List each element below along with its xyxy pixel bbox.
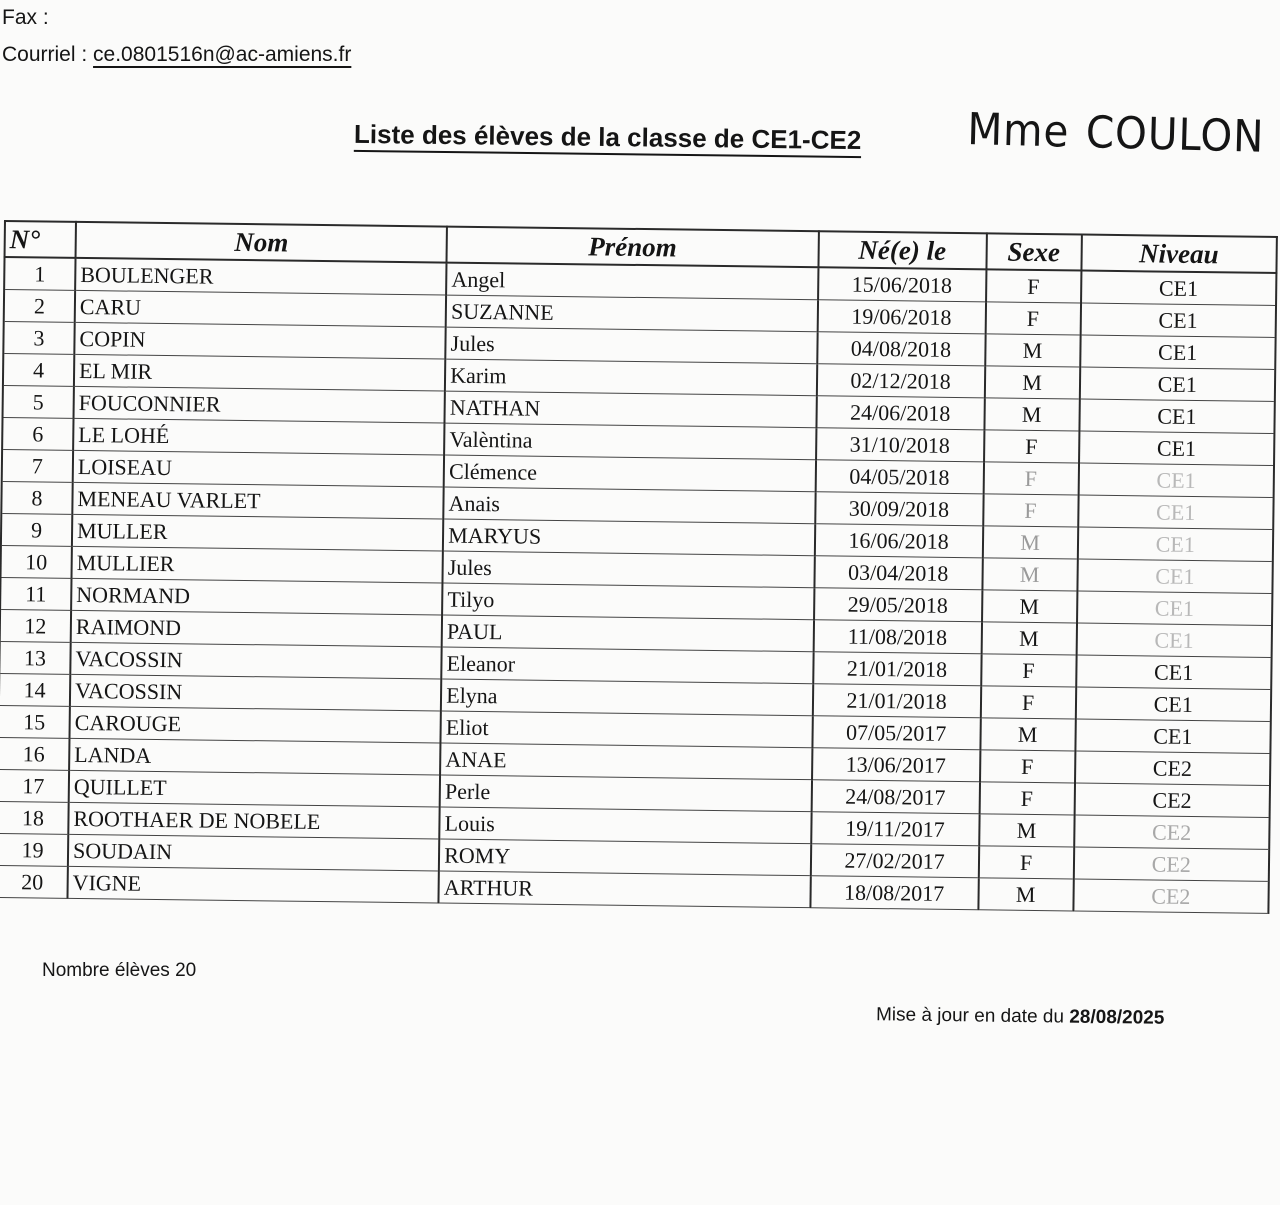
cell-prenom: NATHAN	[445, 391, 817, 428]
cell-num: 19	[0, 833, 68, 866]
cell-date: 21/01/2018	[813, 652, 981, 686]
cell-nom: MULLIER	[71, 546, 443, 583]
cell-niveau: CE1	[1075, 719, 1271, 753]
student-table	[0, 220, 1278, 914]
cell-num: 4	[3, 354, 74, 387]
cell-sexe: M	[984, 398, 1079, 431]
cell-date: 07/05/2017	[812, 716, 980, 750]
cell-niveau: CE1	[1079, 367, 1275, 401]
cell-sexe: F	[985, 302, 1080, 335]
cell-prenom: Eliot	[441, 711, 813, 748]
cell-sexe: F	[983, 494, 1078, 527]
cell-date: 19/11/2017	[811, 812, 979, 846]
cell-date: 24/08/2017	[811, 780, 979, 814]
cell-prenom: MARYUS	[443, 519, 815, 556]
cell-sexe: M	[980, 718, 1075, 751]
header-num: N°	[5, 221, 76, 258]
cell-prenom: SUZANNE	[446, 295, 818, 332]
cell-niveau: CE1	[1079, 399, 1275, 433]
cell-num: 18	[0, 801, 69, 834]
cell-nom: SOUDAIN	[68, 834, 440, 871]
cell-date: 04/08/2018	[817, 332, 985, 366]
cell-num: 20	[0, 865, 68, 898]
cell-sexe: M	[978, 878, 1073, 911]
cell-niveau: CE1	[1076, 623, 1272, 657]
update-label: Mise à jour en date du	[875, 1004, 1065, 1028]
cell-num: 6	[2, 417, 73, 450]
cell-nom: BOULENGER	[75, 258, 447, 295]
cell-prenom: ANAE	[440, 743, 812, 780]
page-title: Liste des élèves de la classe de CE1-CE2	[353, 118, 862, 156]
cell-prenom: Perle	[440, 775, 812, 812]
cell-nom: NORMAND	[71, 578, 443, 615]
header-nom: Nom	[75, 222, 447, 263]
cell-sexe: F	[980, 750, 1075, 783]
cell-date: 04/05/2018	[815, 460, 983, 494]
cell-sexe: F	[983, 462, 1078, 495]
cell-nom: COPIN	[74, 322, 446, 359]
cell-nom: MENEAU VARLET	[72, 482, 444, 519]
cell-niveau: CE1	[1081, 271, 1277, 306]
cell-nom: MULLER	[72, 514, 444, 551]
cell-num: 12	[0, 609, 71, 642]
cell-prenom: Karim	[445, 359, 817, 396]
cell-num: 15	[0, 705, 70, 738]
cell-prenom: Eleanor	[441, 647, 813, 684]
cell-date: 29/05/2018	[814, 588, 982, 622]
cell-niveau: CE2	[1074, 783, 1270, 817]
cell-num: 2	[4, 290, 75, 323]
cell-prenom: Valèntina	[444, 423, 816, 460]
cell-nom: VACOSSIN	[70, 674, 442, 711]
courriel-email: ce.0801516n@ac-amiens.fr	[93, 43, 352, 66]
cell-niveau: CE2	[1075, 751, 1271, 785]
cell-niveau: CE1	[1080, 303, 1276, 337]
cell-sexe: M	[979, 814, 1074, 847]
cell-sexe: M	[982, 526, 1077, 559]
cell-nom: RAIMOND	[71, 610, 443, 647]
cell-prenom: ARTHUR	[439, 871, 811, 908]
cell-num: 7	[2, 449, 73, 482]
cell-num: 5	[3, 385, 74, 418]
cell-prenom: Elyna	[441, 679, 813, 716]
header-sexe: Sexe	[986, 233, 1081, 270]
cell-nom: LE LOHÉ	[73, 418, 445, 455]
cell-sexe: F	[981, 654, 1076, 687]
teacher-name: COULON	[1085, 107, 1266, 163]
cell-nom: VACOSSIN	[70, 642, 442, 679]
cell-nom: LOISEAU	[73, 450, 445, 487]
cell-num: 13	[0, 641, 71, 674]
cell-date: 02/12/2018	[816, 364, 984, 398]
cell-prenom: Clémence	[444, 455, 816, 492]
cell-sexe: M	[981, 622, 1076, 655]
cell-date: 21/01/2018	[812, 684, 980, 718]
cell-num: 10	[1, 545, 72, 578]
cell-prenom: Angel	[446, 263, 818, 300]
cell-sexe: M	[985, 334, 1080, 367]
count-label: Nombre élèves	[42, 960, 170, 981]
cell-num: 9	[1, 513, 72, 546]
cell-niveau: CE2	[1073, 879, 1269, 913]
cell-num: 11	[0, 577, 71, 610]
update-date: 28/08/2025	[1069, 1006, 1165, 1029]
cell-nom: ROOTHAER DE NOBELE	[68, 802, 440, 839]
header-date: Né(e) le	[818, 231, 987, 269]
cell-niveau: CE1	[1076, 655, 1272, 689]
cell-nom: QUILLET	[69, 770, 441, 807]
cell-nom: LANDA	[69, 738, 441, 775]
cell-niveau: CE1	[1077, 527, 1273, 561]
cell-niveau: CE1	[1078, 495, 1274, 529]
cell-niveau: CE1	[1077, 591, 1273, 625]
cell-niveau: CE1	[1079, 431, 1275, 465]
cell-date: 24/06/2018	[816, 396, 984, 430]
cell-niveau: CE2	[1073, 847, 1269, 881]
cell-date: 16/06/2018	[814, 524, 982, 558]
courriel-label: Courriel :	[2, 43, 88, 66]
update-date-line	[876, 1004, 1165, 1030]
cell-date: 30/09/2018	[815, 492, 983, 526]
header-niveau: Niveau	[1081, 235, 1277, 273]
cell-sexe: M	[982, 558, 1077, 591]
cell-prenom: Tilyo	[442, 583, 814, 620]
header-prenom: Prénom	[447, 227, 819, 268]
table-body	[0, 257, 1276, 913]
cell-nom: CAROUGE	[69, 706, 441, 743]
cell-num: 17	[0, 769, 69, 802]
cell-prenom: Jules	[445, 327, 817, 364]
cell-date: 11/08/2018	[813, 620, 981, 654]
fax-line	[2, 6, 49, 30]
courriel-line	[2, 43, 351, 67]
cell-sexe: F	[980, 686, 1075, 719]
cell-niveau: CE1	[1075, 687, 1271, 721]
cell-prenom: Louis	[439, 807, 811, 844]
student-count	[42, 960, 196, 982]
teacher-title: Mme	[966, 104, 1070, 158]
cell-sexe: M	[984, 366, 1079, 399]
cell-prenom: Jules	[443, 551, 815, 588]
teacher-handwritten-annotation	[967, 104, 1265, 163]
cell-num: 14	[0, 673, 70, 706]
cell-sexe: M	[982, 590, 1077, 623]
cell-prenom: ROMY	[439, 839, 811, 876]
cell-date: 03/04/2018	[814, 556, 982, 590]
count-value: 20	[175, 960, 197, 981]
cell-nom: VIGNE	[67, 866, 439, 903]
cell-nom: CARU	[75, 290, 447, 327]
cell-num: 8	[1, 481, 72, 514]
cell-niveau: CE1	[1080, 335, 1276, 369]
cell-date: 18/08/2017	[810, 876, 978, 910]
cell-date: 19/06/2018	[817, 300, 985, 334]
cell-nom: FOUCONNIER	[73, 386, 445, 423]
cell-prenom: PAUL	[442, 615, 814, 652]
cell-niveau: CE2	[1074, 815, 1270, 849]
cell-num: 3	[3, 322, 74, 355]
cell-date: 31/10/2018	[816, 428, 984, 462]
cell-prenom: Anais	[443, 487, 815, 524]
cell-niveau: CE1	[1077, 559, 1273, 593]
student-table-container	[0, 220, 1278, 914]
cell-sexe: F	[984, 430, 1079, 463]
cell-sexe: F	[978, 846, 1073, 879]
cell-date: 27/02/2017	[810, 844, 978, 878]
cell-date: 13/06/2017	[812, 748, 980, 782]
cell-niveau: CE1	[1078, 463, 1274, 497]
cell-sexe: F	[986, 269, 1081, 303]
cell-num: 16	[0, 737, 69, 770]
cell-num: 1	[4, 257, 75, 290]
cell-date: 15/06/2018	[818, 267, 986, 302]
cell-nom: EL MIR	[74, 354, 446, 391]
cell-sexe: F	[979, 782, 1074, 815]
fax-label: Fax :	[2, 6, 49, 29]
